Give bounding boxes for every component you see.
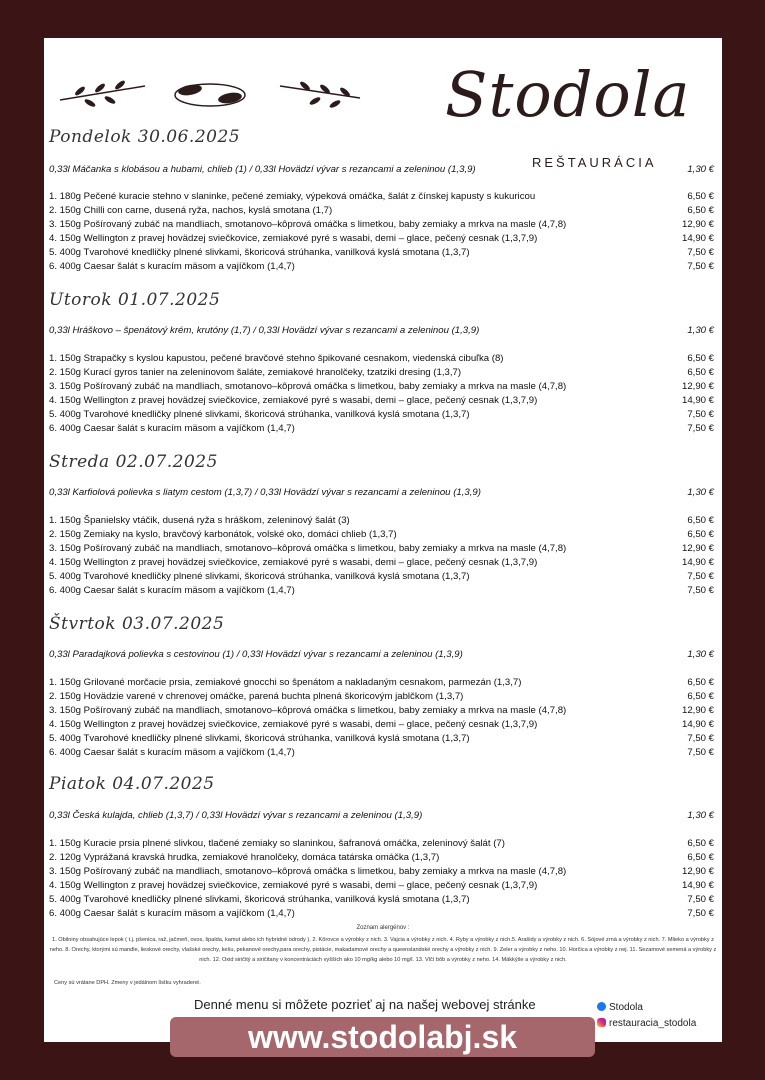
day-heading: Piatok 04.07.2025 xyxy=(49,774,215,794)
social-links xyxy=(597,1000,696,1032)
menu-item xyxy=(49,246,714,260)
menu-item xyxy=(49,556,714,570)
item-text: 3. 150g Pošírovaný zubáč na mandliach, smotanovo–kôprová omáčka s limetkou, baby zemiaky a mrkva na masle (4,7,8) xyxy=(49,866,567,877)
menu-item xyxy=(49,893,714,907)
item-text: 4. 150g Wellington z pravej hovädzej sviečkovice, zemiakové pyré s wasabi, demi – glace, pečený cesnak (1,3,7,9) xyxy=(49,880,538,891)
soup-text: 0,33l Paradajková polievka s cestovinou (1) / 0,33l Hovädzí vývar s rezancami a zeleninou (1,3,9) xyxy=(49,649,463,660)
soup-line xyxy=(49,164,714,175)
menu-item xyxy=(49,422,714,436)
item-price: 6,50 € xyxy=(687,691,714,702)
menu-item xyxy=(49,718,714,732)
instagram-link[interactable] xyxy=(597,1016,696,1032)
item-text: 3. 150g Pošírovaný zubáč na mandliach, smotanovo–kôprová omáčka s limetkou, baby zemiaky a mrkva na masle (4,7,8) xyxy=(49,705,567,716)
menu-item xyxy=(49,690,714,704)
item-price: 7,50 € xyxy=(687,261,714,272)
menu-item xyxy=(49,260,714,274)
menu-item xyxy=(49,584,714,598)
item-text: 6. 400g Caesar šalát s kuracím mäsom a vajíčkom (1,4,7) xyxy=(49,747,295,758)
soup-text: 0,33l Karfiolová polievka s liatym cestom (1,3,7) / 0,33l Hovädzí vývar s rezancami a zeleninou (1,3,9) xyxy=(49,487,481,498)
item-price: 7,50 € xyxy=(687,409,714,420)
item-price: 7,50 € xyxy=(687,247,714,258)
menu-item xyxy=(49,514,714,528)
menu-item xyxy=(49,380,714,394)
menu-item xyxy=(49,366,714,380)
item-price: 7,50 € xyxy=(687,747,714,758)
instagram-handle: restauracia_stodola xyxy=(609,1018,697,1029)
item-price: 6,50 € xyxy=(687,191,714,202)
allergen-title: Zoznam alergénov : xyxy=(356,925,410,931)
item-text: 1. 150g Španielsky vtáčik, dusená ryža s hráškom, zeleninový šalát (3) xyxy=(49,515,350,526)
menu-item xyxy=(49,190,714,204)
item-price: 6,50 € xyxy=(687,838,714,849)
item-text: 2. 120g Vyprážaná kravská hrudka, zemiakové hranolčeky, domáca tatárska omáčka (1,3,7) xyxy=(49,852,440,863)
day-heading: Streda 02.07.2025 xyxy=(49,452,218,472)
item-text: 2. 150g Hovädzie varené v chrenovej omáčke, parená buchta plnená škoricovým jablčkom (1,3,7) xyxy=(49,691,464,702)
menu-item xyxy=(49,732,714,746)
item-text: 1. 150g Strapačky s kyslou kapustou, pečené bravčové stehno špikované cesnakom, viedenská cibuľka (8) xyxy=(49,353,504,364)
website-note: Denné menu si môžete pozrieť aj na našej webovej stránke xyxy=(194,997,536,1012)
menu-item xyxy=(49,394,714,408)
restaurant-logo xyxy=(439,58,709,168)
soup-price: 1,30 € xyxy=(687,649,714,660)
item-price: 12,90 € xyxy=(681,705,714,716)
item-text: 3. 150g Pošírovaný zubáč na mandliach, smotanovo–kôprová omáčka s limetkou, baby zemiaky a mrkva na masle (4,7,8) xyxy=(49,381,567,392)
soup-text: 0,33l Hráškovo – špenátový krém, krutóny (1,7) / 0,33l Hovädzí vývar s rezancami a zeleninou (1,3,9) xyxy=(49,325,480,336)
item-price: 14,90 € xyxy=(681,880,714,891)
facebook-handle: Stodola xyxy=(609,1002,643,1013)
item-text: 2. 150g Kurací gyros tanier na zeleninovom šaláte, zemiakové hranolčeky, tzatziki dresing (1,3,7) xyxy=(49,367,462,378)
allergen-list: 1. Obilniny obsahujúce lepok ( t.j. pšenica, raž, jačmeň, ovos, špalda, kamut alebo ich hybridné odrody ). 2. Kôrovce a výrobky z nich. 3. Vajcia a výrobky z nich. 4. Ryby a výrobky z nich.5. Arašidy a výrobky z nich. 6. Sójové zrná a výrobky z nich. 7. Mlieko a výrobky z neho. 8. Orechy, ktorými sú mandle, lieskové orechy, vlašské orechy, kešu, pekanové orechy,para orechy, pistácie, makadamové orechy a queenslandské orechy a výrobky z nich. 9. Zeler a výrobky z neho. 10. Horčica a výrobky z nej. 11. Sezamové semená a výrobky z nich. 12. Oxid siričitý a siričitany v koncentráciách vyšších ako 10 mg/kg alebo 10 mg/l. 13. Vlčí bôb a výrobky z neho. 14. Mäkkýše a výrobky z nich. xyxy=(49,937,717,963)
item-text: 1. 150g Kuracie prsia plnené slivkou, tlačené zemiaky so slaninkou, šafranová omáčka, zeleninový šalát (7) xyxy=(49,838,505,849)
item-price: 7,50 € xyxy=(687,894,714,905)
item-text: 6. 400g Caesar šalát s kuracím mäsom a vajíčkom (1,4,7) xyxy=(49,908,295,919)
website-url[interactable]: www.stodolabj.sk xyxy=(170,1017,595,1057)
item-text: 6. 400g Caesar šalát s kuracím mäsom a vajíčkom (1,4,7) xyxy=(49,423,295,434)
item-text: 5. 400g Tvarohové knedličky plnené slivkami, škoricová strúhanka, vanilková kyslá smotana (1,3,7) xyxy=(49,733,470,744)
item-price: 14,90 € xyxy=(681,557,714,568)
menu-item xyxy=(49,570,714,584)
item-price: 6,50 € xyxy=(687,205,714,216)
item-text: 1. 180g Pečené kuracie stehno v slaninke, pečené zemiaky, výpeková omáčka, šalát z čínskej kapusty s kukuricou xyxy=(49,191,536,202)
menu-item xyxy=(49,232,714,246)
menu-sheet xyxy=(44,38,722,1042)
item-price: 7,50 € xyxy=(687,571,714,582)
menu-item xyxy=(49,851,714,865)
soup-line xyxy=(49,325,714,336)
item-price: 7,50 € xyxy=(687,733,714,744)
soup-line xyxy=(49,810,714,821)
menu-item xyxy=(49,676,714,690)
item-text: 5. 400g Tvarohové knedličky plnené slivkami, škoricová strúhanka, vanilková kyslá smotana (1,3,7) xyxy=(49,571,470,582)
item-price: 14,90 € xyxy=(681,233,714,244)
logo-name: Stodola xyxy=(445,58,691,131)
menu-item xyxy=(49,528,714,542)
item-text: 6. 400g Caesar šalát s kuracím mäsom a vajíčkom (1,4,7) xyxy=(49,585,295,596)
item-text: 4. 150g Wellington z pravej hovädzej sviečkovice, zemiakové pyré s wasabi, demi – glace, pečený cesnak (1,3,7,9) xyxy=(49,395,538,406)
item-text: 6. 400g Caesar šalát s kuracím mäsom a vajíčkom (1,4,7) xyxy=(49,261,295,272)
item-price: 6,50 € xyxy=(687,353,714,364)
item-price: 6,50 € xyxy=(687,515,714,526)
item-text: 3. 150g Pošírovaný zubáč na mandliach, smotanovo–kôprová omáčka s limetkou, baby zemiaky a mrkva na masle (4,7,8) xyxy=(49,543,567,554)
day-heading: Štvrtok 03.07.2025 xyxy=(49,614,225,634)
day-heading: Pondelok 30.06.2025 xyxy=(49,127,241,147)
menu-item xyxy=(49,879,714,893)
menu-item xyxy=(49,865,714,879)
logo-subtitle: REŠTAURÁCIA xyxy=(532,155,657,170)
soup-line xyxy=(49,487,714,498)
item-price: 7,50 € xyxy=(687,585,714,596)
item-price: 7,50 € xyxy=(687,423,714,434)
item-price: 12,90 € xyxy=(681,866,714,877)
soup-text: 0,33l Máčanka s klobásou a hubami, chlieb (1) / 0,33l Hovädzí vývar s rezancami a zeleninou (1,3,9) xyxy=(49,164,476,175)
day-heading: Utorok 01.07.2025 xyxy=(49,290,221,310)
item-text: 4. 150g Wellington z pravej hovädzej sviečkovice, zemiakové pyré s wasabi, demi – glace, pečený cesnak (1,3,7,9) xyxy=(49,719,538,730)
item-price: 14,90 € xyxy=(681,719,714,730)
soup-price: 1,30 € xyxy=(687,164,714,175)
item-text: 4. 150g Wellington z pravej hovädzej sviečkovice, zemiakové pyré s wasabi, demi – glace, pečený cesnak (1,3,7,9) xyxy=(49,557,538,568)
menu-item xyxy=(49,542,714,556)
menu-item xyxy=(49,704,714,718)
instagram-icon xyxy=(597,1018,606,1027)
menu-item xyxy=(49,218,714,232)
item-text: 5. 400g Tvarohové knedličky plnené slivkami, škoricová strúhanka, vanilková kyslá smotana (1,3,7) xyxy=(49,247,470,258)
item-text: 2. 150g Zemiaky na kyslo, bravčový karbonátok, volské oko, domáci chlieb (1,3,7) xyxy=(49,529,397,540)
facebook-icon xyxy=(597,1002,606,1011)
soup-price: 1,30 € xyxy=(687,487,714,498)
facebook-link[interactable] xyxy=(597,1000,696,1016)
item-text: 3. 150g Pošírovaný zubáč na mandliach, smotanovo–kôprová omáčka s limetkou, baby zemiaky a mrkva na masle (4,7,8) xyxy=(49,219,567,230)
item-price: 6,50 € xyxy=(687,677,714,688)
vat-note: Ceny sú vrátane DPH. Zmeny v jedálnom lístku vyhradené. xyxy=(54,980,201,986)
item-text: 2. 150g Chilli con carne, dusená ryža, nachos, kyslá smotana (1,7) xyxy=(49,205,333,216)
menu-item xyxy=(49,837,714,851)
item-text: 5. 400g Tvarohové knedličky plnené slivkami, škoricová strúhanka, vanilková kyslá smotana (1,3,7) xyxy=(49,894,470,905)
item-price: 6,50 € xyxy=(687,529,714,540)
soup-price: 1,30 € xyxy=(687,325,714,336)
soup-line xyxy=(49,649,714,660)
menu-item xyxy=(49,907,714,921)
item-price: 6,50 € xyxy=(687,852,714,863)
menu-item xyxy=(49,746,714,760)
item-price: 7,50 € xyxy=(687,908,714,919)
menu-item xyxy=(49,352,714,366)
branch-ornament xyxy=(50,58,370,118)
item-price: 6,50 € xyxy=(687,367,714,378)
item-price: 12,90 € xyxy=(681,219,714,230)
soup-text: 0,33l Česká kulajda, chlieb (1,3,7) / 0,33l Hovädzí vývar s rezancami a zeleninou (1,3,9) xyxy=(49,810,423,821)
item-price: 14,90 € xyxy=(681,395,714,406)
item-text: 5. 400g Tvarohové knedličky plnené slivkami, škoricová strúhanka, vanilková kyslá smotana (1,3,7) xyxy=(49,409,470,420)
item-price: 12,90 € xyxy=(681,381,714,392)
menu-item xyxy=(49,204,714,218)
menu-item xyxy=(49,408,714,422)
soup-price: 1,30 € xyxy=(687,810,714,821)
item-text: 1. 150g Grilované morčacie prsia, zemiakové gnocchi so špenátom a nakladaným cesnakom, parmezán (1,3,7) xyxy=(49,677,522,688)
item-price: 12,90 € xyxy=(681,543,714,554)
item-text: 4. 150g Wellington z pravej hovädzej sviečkovice, zemiakové pyré s wasabi, demi – glace, pečený cesnak (1,3,7,9) xyxy=(49,233,538,244)
